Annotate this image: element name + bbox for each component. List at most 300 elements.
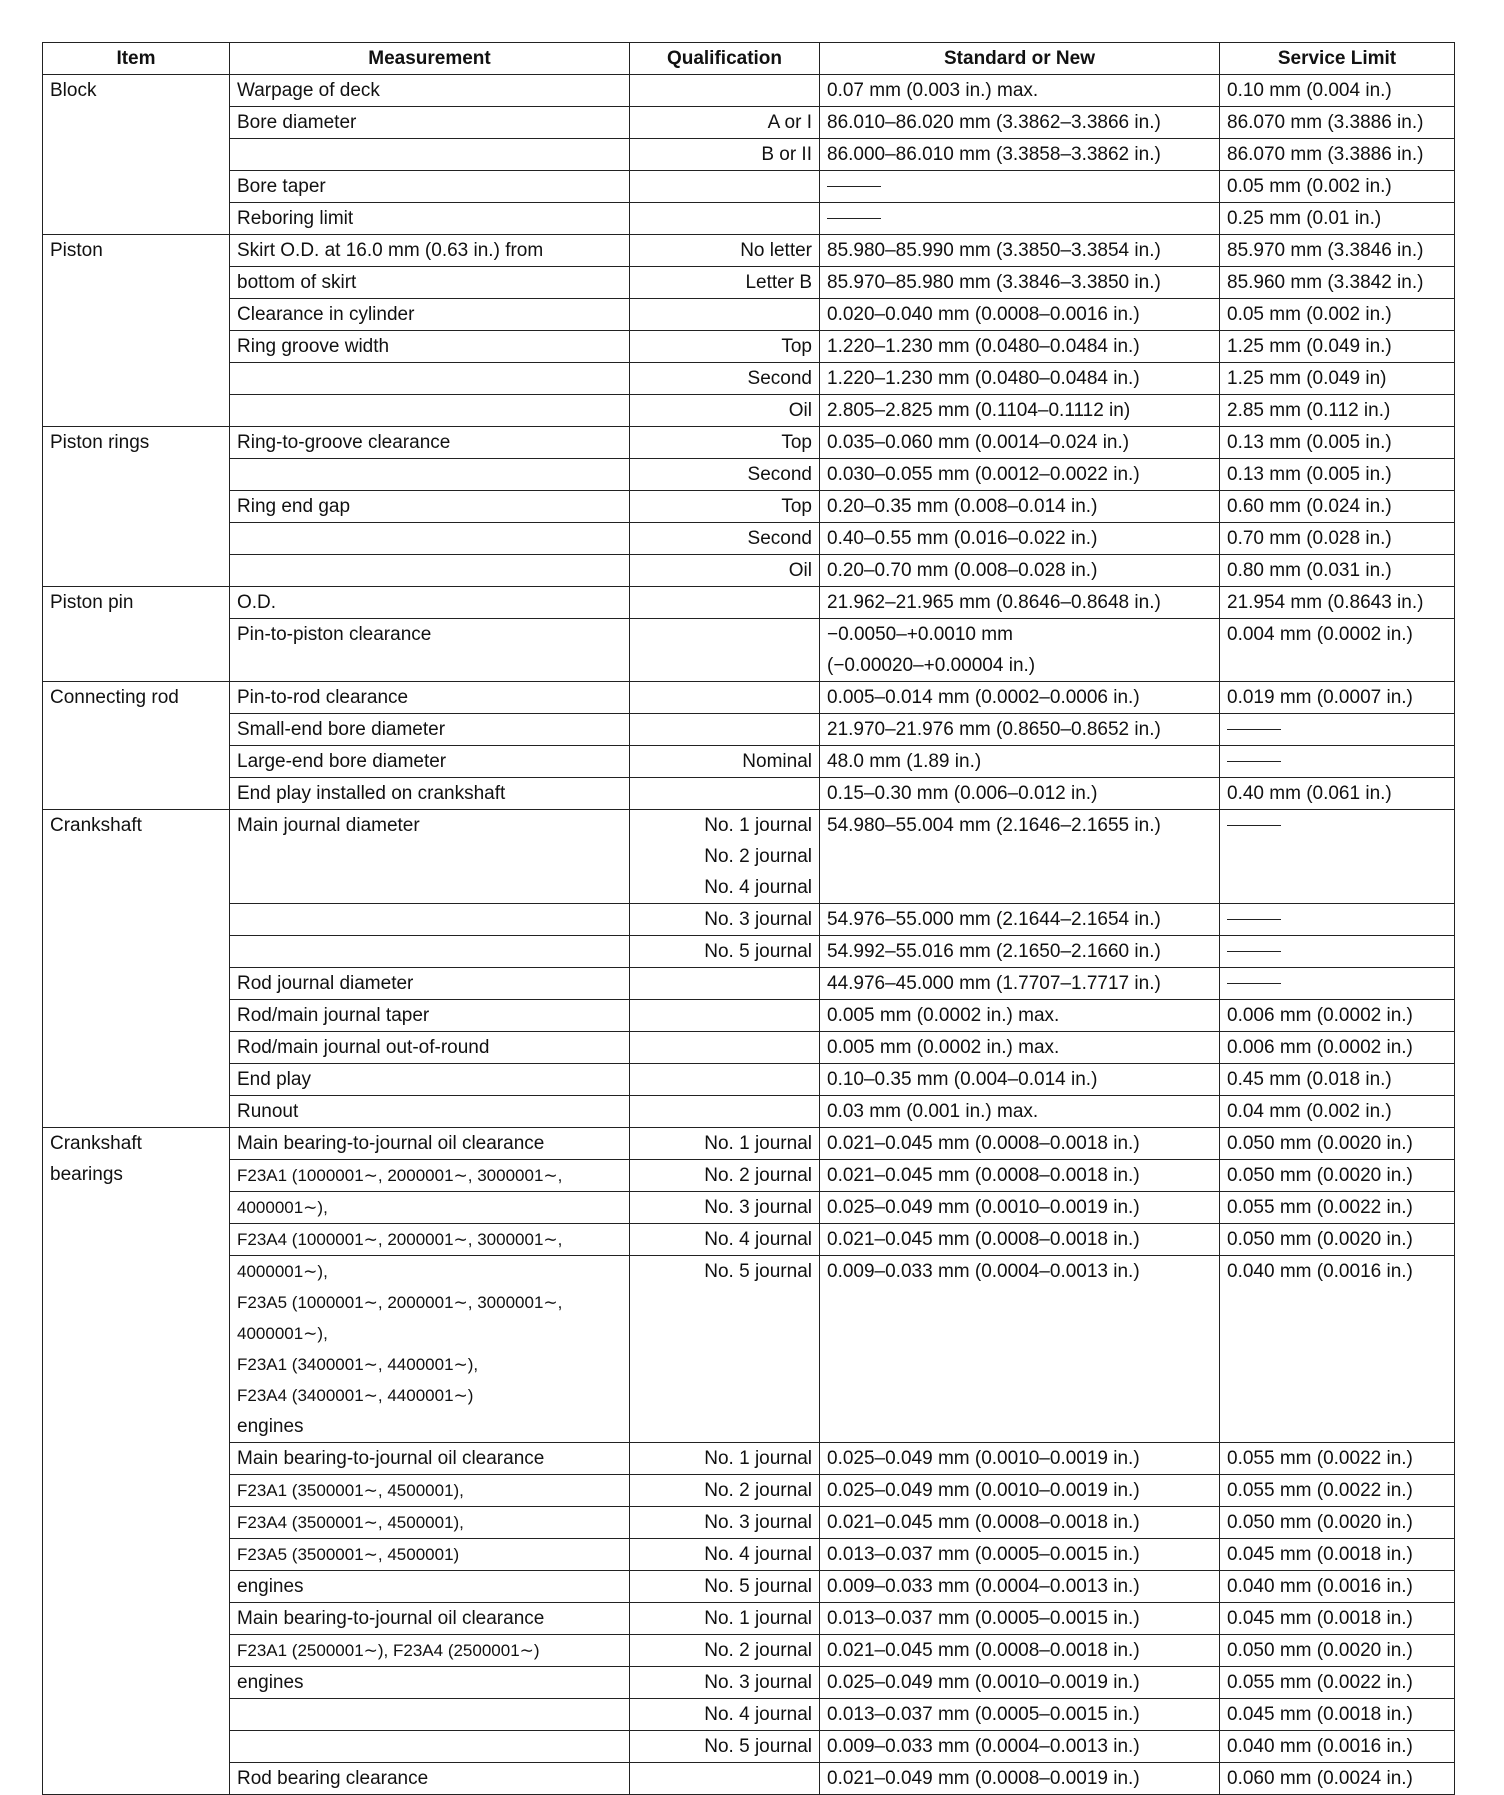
qualification-text: Top	[781, 432, 812, 453]
qualification-cell	[630, 968, 820, 1000]
table-row	[43, 1032, 1455, 1064]
item-text: Connecting rod	[50, 687, 179, 708]
measurement-cell	[230, 235, 630, 267]
table-row	[43, 1731, 1455, 1763]
qualification-text: No. 2 journal	[704, 1165, 812, 1186]
service-limit-text: 0.060 mm (0.0024 in.)	[1227, 1768, 1413, 1789]
measurement-cell	[230, 171, 630, 203]
qualification-cell	[630, 523, 820, 555]
service-limit-text: 86.070 mm (3.3886 in.)	[1227, 112, 1424, 133]
standard-cell	[820, 459, 1220, 491]
standard-cell	[820, 1603, 1220, 1635]
standard-cell	[820, 1571, 1220, 1603]
service-limit-text: 0.045 mm (0.0018 in.)	[1227, 1544, 1413, 1565]
service-limit-text: 0.60 mm (0.024 in.)	[1227, 496, 1392, 517]
item-text: bearings	[50, 1164, 123, 1185]
table-row	[43, 1571, 1455, 1603]
measurement-cell	[230, 778, 630, 810]
standard-cell	[820, 1507, 1220, 1539]
qualification-cell	[630, 1224, 820, 1256]
standard-text: 0.40–0.55 mm (0.016–0.022 in.)	[827, 528, 1098, 549]
qualification-text: No. 4 journal	[704, 1704, 812, 1725]
service-limit-text: 0.045 mm (0.0018 in.)	[1227, 1704, 1413, 1725]
measurement-text: Rod/main journal out-of-round	[237, 1037, 490, 1058]
service-limit-cell	[1220, 968, 1455, 1000]
table-row	[43, 1507, 1455, 1539]
standard-cell	[820, 491, 1220, 523]
standard-text: 0.013–0.037 mm (0.0005–0.0015 in.)	[827, 1704, 1140, 1725]
measurement-text: F23A5 (3500001∼, 4500001)	[237, 1545, 460, 1564]
measurement-cell	[230, 587, 630, 619]
measurement-text: O.D.	[237, 592, 277, 613]
qualification-cell	[630, 267, 820, 299]
standard-cell	[820, 1192, 1220, 1224]
standard-cell	[820, 778, 1220, 810]
service-limit-text: 2.85 mm (0.112 in.)	[1227, 400, 1391, 421]
measurement-cell	[230, 267, 630, 299]
qualification-text: Second	[747, 528, 812, 549]
measurement-text: Bore diameter	[237, 112, 357, 133]
qualification-cell	[630, 107, 820, 139]
qualification-cell	[630, 904, 820, 936]
item-cell	[43, 75, 230, 235]
service-limit-cell	[1220, 1064, 1455, 1096]
service-limit-cell	[1220, 203, 1455, 235]
measurement-cell	[230, 299, 630, 331]
measurement-text: Bore taper	[237, 176, 326, 197]
qualification-cell	[630, 139, 820, 171]
standard-cell	[820, 1635, 1220, 1667]
table-row	[43, 1763, 1455, 1795]
table-row	[43, 936, 1455, 968]
standard-cell	[820, 746, 1220, 778]
dash-line	[827, 186, 881, 187]
measurement-text: Warpage of deck	[237, 80, 380, 101]
service-limit-text: 0.050 mm (0.0020 in.)	[1227, 1229, 1413, 1250]
standard-cell	[820, 139, 1220, 171]
service-limit-cell	[1220, 1635, 1455, 1667]
service-limit-text: 0.045 mm (0.0018 in.)	[1227, 1608, 1413, 1629]
service-limit-cell	[1220, 1699, 1455, 1731]
standard-text: 54.980–55.004 mm (2.1646–2.1655 in.)	[827, 815, 1161, 836]
dash-line	[1227, 919, 1281, 920]
qualification-cell	[630, 1128, 820, 1160]
service-limit-text: 1.25 mm (0.049 in.)	[1227, 336, 1392, 357]
service-limit-text: 0.004 mm (0.0002 in.)	[1227, 624, 1413, 645]
qualification-cell	[630, 555, 820, 587]
table-row	[43, 491, 1455, 523]
measurement-cell	[230, 1635, 630, 1667]
item-text: Crankshaft	[50, 1133, 142, 1154]
dash-line	[1227, 761, 1281, 762]
measurement-text: F23A1 (1000001∼, 2000001∼, 3000001∼,	[237, 1166, 563, 1185]
service-limit-cell	[1220, 1507, 1455, 1539]
qualification-cell	[630, 1160, 820, 1192]
service-limit-cell	[1220, 139, 1455, 171]
standard-text: 0.005 mm (0.0002 in.) max.	[827, 1037, 1060, 1058]
standard-text: 0.20–0.70 mm (0.008–0.028 in.)	[827, 560, 1098, 581]
qualification-text: No. 1 journal	[704, 1133, 812, 1154]
standard-text: −0.0050–+0.0010 mm	[827, 624, 1013, 645]
standard-text: 0.013–0.037 mm (0.0005–0.0015 in.)	[827, 1544, 1140, 1565]
qualification-cell	[630, 331, 820, 363]
measurement-cell	[230, 1256, 630, 1443]
standard-text: 0.10–0.35 mm (0.004–0.014 in.)	[827, 1069, 1098, 1090]
measurement-cell	[230, 1224, 630, 1256]
qualification-cell	[630, 363, 820, 395]
standard-cell	[820, 395, 1220, 427]
service-limit-cell	[1220, 1539, 1455, 1571]
qualification-cell	[630, 1475, 820, 1507]
standard-text: 0.025–0.049 mm (0.0010–0.0019 in.)	[827, 1480, 1140, 1501]
service-limit-cell	[1220, 363, 1455, 395]
table-row	[43, 1096, 1455, 1128]
measurement-text: Runout	[237, 1101, 299, 1122]
service-limit-text: 0.80 mm (0.031 in.)	[1227, 560, 1392, 581]
measurement-cell	[230, 1571, 630, 1603]
service-limit-text: 0.40 mm (0.061 in.)	[1227, 783, 1392, 804]
service-limit-text: 1.25 mm (0.049 in)	[1227, 368, 1387, 389]
service-limit-text: 0.050 mm (0.0020 in.)	[1227, 1133, 1413, 1154]
table-row	[43, 1256, 1455, 1443]
service-limit-cell	[1220, 1571, 1455, 1603]
table-row	[43, 619, 1455, 682]
qualification-cell	[630, 746, 820, 778]
qualification-text: No. 3 journal	[704, 1197, 812, 1218]
qualification-cell	[630, 1507, 820, 1539]
standard-cell	[820, 75, 1220, 107]
measurement-cell	[230, 1064, 630, 1096]
standard-cell	[820, 523, 1220, 555]
table-row	[43, 523, 1455, 555]
qualification-text: No. 5 journal	[704, 1576, 812, 1597]
measurement-cell	[230, 363, 630, 395]
service-limit-cell	[1220, 904, 1455, 936]
standard-cell	[820, 714, 1220, 746]
measurement-text: F23A1 (3500001∼, 4500001),	[237, 1481, 464, 1500]
header-measurement: Measurement	[230, 43, 630, 75]
item-cell	[43, 587, 230, 682]
standard-text: 54.976–55.000 mm (2.1644–2.1654 in.)	[827, 909, 1161, 930]
measurement-cell	[230, 75, 630, 107]
standard-cell	[820, 1224, 1220, 1256]
qualification-text: A or I	[767, 112, 812, 133]
service-limit-cell	[1220, 235, 1455, 267]
standard-text: 1.220–1.230 mm (0.0480–0.0484 in.)	[827, 336, 1140, 357]
standard-cell	[820, 555, 1220, 587]
qualification-cell	[630, 459, 820, 491]
qualification-text: Second	[747, 368, 812, 389]
standard-cell	[820, 235, 1220, 267]
standard-cell	[820, 619, 1220, 682]
table-row	[43, 203, 1455, 235]
dash-line	[1227, 983, 1281, 984]
service-limit-cell	[1220, 107, 1455, 139]
service-limit-text: 0.04 mm (0.002 in.)	[1227, 1101, 1392, 1122]
table-row	[43, 810, 1455, 904]
measurement-text: End play installed on crankshaft	[237, 783, 506, 804]
standard-text: 0.021–0.045 mm (0.0008–0.0018 in.)	[827, 1229, 1140, 1250]
service-limit-text: 0.25 mm (0.01 in.)	[1227, 208, 1382, 229]
table-row	[43, 714, 1455, 746]
dash-line	[1227, 951, 1281, 952]
empty-value-dash	[827, 203, 1212, 234]
standard-text: 0.005–0.014 mm (0.0002–0.0006 in.)	[827, 687, 1140, 708]
table-row	[43, 682, 1455, 714]
table-row	[43, 1699, 1455, 1731]
service-limit-text: 0.050 mm (0.0020 in.)	[1227, 1640, 1413, 1661]
measurement-text: Main journal diameter	[237, 815, 420, 836]
standard-text: 0.021–0.045 mm (0.0008–0.0018 in.)	[827, 1133, 1140, 1154]
measurement-cell	[230, 1032, 630, 1064]
qualification-cell	[630, 1064, 820, 1096]
table-row	[43, 1603, 1455, 1635]
qualification-cell	[630, 299, 820, 331]
qualification-text: B or II	[761, 144, 812, 165]
measurement-cell	[230, 139, 630, 171]
item-text: Piston rings	[50, 432, 150, 453]
service-limit-text: 0.13 mm (0.005 in.)	[1227, 464, 1392, 485]
standard-cell	[820, 1763, 1220, 1795]
service-limit-text: 0.050 mm (0.0020 in.)	[1227, 1165, 1413, 1186]
service-limit-text: 0.055 mm (0.0022 in.)	[1227, 1448, 1413, 1469]
measurement-cell	[230, 555, 630, 587]
table-body	[43, 75, 1455, 1795]
service-limit-text: 0.05 mm (0.002 in.)	[1227, 304, 1392, 325]
service-limit-cell	[1220, 299, 1455, 331]
service-limit-cell	[1220, 1192, 1455, 1224]
service-limit-cell	[1220, 1603, 1455, 1635]
table-row	[43, 235, 1455, 267]
service-limit-text: 21.954 mm (0.8643 in.)	[1227, 592, 1424, 613]
qualification-cell	[630, 395, 820, 427]
item-cell	[43, 427, 230, 587]
item-text: Crankshaft	[50, 815, 142, 836]
empty-value-dash	[827, 171, 1212, 202]
header-qualification: Qualification	[630, 43, 820, 75]
standard-text: 0.020–0.040 mm (0.0008–0.0016 in.)	[827, 304, 1140, 325]
qualification-cell	[630, 235, 820, 267]
standard-text: 44.976–45.000 mm (1.7707–1.7717 in.)	[827, 973, 1161, 994]
qualification-text: Top	[781, 336, 812, 357]
measurement-text: Ring end gap	[237, 496, 351, 517]
qualification-cell	[630, 682, 820, 714]
qualification-text: No letter	[740, 240, 812, 261]
standard-text: 85.980–85.990 mm (3.3850–3.3854 in.)	[827, 240, 1161, 261]
service-limit-cell	[1220, 1128, 1455, 1160]
qualification-text: No. 4 journal	[704, 1544, 812, 1565]
table-row	[43, 746, 1455, 778]
measurement-cell	[230, 523, 630, 555]
measurement-text: F23A5 (1000001∼, 2000001∼, 3000001∼,	[237, 1293, 563, 1312]
service-limit-cell	[1220, 1224, 1455, 1256]
measurement-text: engines	[237, 1576, 304, 1597]
measurement-cell	[230, 1699, 630, 1731]
measurement-cell	[230, 1443, 630, 1475]
standard-cell	[820, 1443, 1220, 1475]
service-limit-cell	[1220, 1763, 1455, 1795]
measurement-text: F23A4 (3400001∼, 4400001∼)	[237, 1386, 474, 1405]
standard-cell	[820, 1256, 1220, 1443]
service-limit-text: 0.70 mm (0.028 in.)	[1227, 528, 1392, 549]
dash-line	[827, 218, 881, 219]
measurement-cell	[230, 203, 630, 235]
qualification-cell	[630, 1032, 820, 1064]
measurement-text: End play	[237, 1069, 311, 1090]
service-limit-cell	[1220, 427, 1455, 459]
standard-text: 48.0 mm (1.89 in.)	[827, 751, 982, 772]
qualification-cell	[630, 619, 820, 682]
service-limit-text: 0.019 mm (0.0007 in.)	[1227, 687, 1413, 708]
measurement-cell	[230, 968, 630, 1000]
service-limit-cell	[1220, 1032, 1455, 1064]
table-row	[43, 1667, 1455, 1699]
standard-text: 0.03 mm (0.001 in.) max.	[827, 1101, 1039, 1122]
measurement-text: F23A1 (3400001∼, 4400001∼),	[237, 1355, 479, 1374]
table-row	[43, 107, 1455, 139]
empty-value-dash	[1227, 714, 1447, 745]
qualification-text: No. 5 journal	[704, 1261, 812, 1282]
service-limit-cell	[1220, 1475, 1455, 1507]
standard-text: 2.805–2.825 mm (0.1104–0.1112 in)	[827, 400, 1131, 421]
measurement-text: Small-end bore diameter	[237, 719, 446, 740]
service-limit-text: 0.055 mm (0.0022 in.)	[1227, 1672, 1413, 1693]
measurement-text: Skirt O.D. at 16.0 mm (0.63 in.) from	[237, 240, 544, 261]
qualification-cell	[630, 427, 820, 459]
service-limit-cell	[1220, 1443, 1455, 1475]
standard-text: 21.970–21.976 mm (0.8650–0.8652 in.)	[827, 719, 1161, 740]
standard-text: 0.005 mm (0.0002 in.) max.	[827, 1005, 1060, 1026]
qualification-cell	[630, 1699, 820, 1731]
standard-cell	[820, 1667, 1220, 1699]
standard-cell	[820, 904, 1220, 936]
standard-cell	[820, 331, 1220, 363]
measurement-text: Ring-to-groove clearance	[237, 432, 451, 453]
standard-text: 0.013–0.037 mm (0.0005–0.0015 in.)	[827, 1608, 1140, 1629]
qualification-text: No. 3 journal	[704, 1512, 812, 1533]
qualification-cell	[630, 171, 820, 203]
measurement-cell	[230, 427, 630, 459]
empty-value-dash	[1227, 936, 1447, 967]
qualification-cell	[630, 1192, 820, 1224]
qualification-cell	[630, 75, 820, 107]
standard-text: 0.025–0.049 mm (0.0010–0.0019 in.)	[827, 1197, 1140, 1218]
table-row	[43, 1128, 1455, 1160]
service-limit-cell	[1220, 171, 1455, 203]
standard-text: 0.030–0.055 mm (0.0012–0.0022 in.)	[827, 464, 1140, 485]
qualification-cell	[630, 936, 820, 968]
table-row	[43, 968, 1455, 1000]
standard-cell	[820, 1539, 1220, 1571]
specifications-table	[42, 42, 1455, 1795]
header-item: Item	[43, 43, 230, 75]
standard-cell	[820, 1000, 1220, 1032]
standard-cell	[820, 682, 1220, 714]
standard-text: 54.992–55.016 mm (2.1650–2.1660 in.)	[827, 941, 1161, 962]
table-row	[43, 1160, 1455, 1192]
measurement-cell	[230, 1475, 630, 1507]
service-limit-cell	[1220, 331, 1455, 363]
table-row	[43, 1635, 1455, 1667]
measurement-cell	[230, 936, 630, 968]
qualification-text: Oil	[788, 560, 812, 581]
standard-cell	[820, 267, 1220, 299]
standard-cell	[820, 1731, 1220, 1763]
empty-value-dash	[1227, 810, 1447, 841]
standard-text: 0.021–0.045 mm (0.0008–0.0018 in.)	[827, 1165, 1140, 1186]
empty-value-dash	[1227, 968, 1447, 999]
item-cell	[43, 235, 230, 427]
qualification-cell	[630, 1539, 820, 1571]
measurement-text: Rod bearing clearance	[237, 1768, 429, 1789]
measurement-text: engines	[237, 1416, 304, 1437]
qualification-cell	[630, 1763, 820, 1795]
qualification-cell	[630, 1443, 820, 1475]
qualification-text: No. 2 journal	[704, 1640, 812, 1661]
measurement-cell	[230, 1192, 630, 1224]
qualification-cell	[630, 1571, 820, 1603]
measurement-cell	[230, 619, 630, 682]
empty-value-dash	[1227, 746, 1447, 777]
table-row	[43, 363, 1455, 395]
service-limit-text: 0.45 mm (0.018 in.)	[1227, 1069, 1392, 1090]
qualification-text: No. 1 journal	[704, 1448, 812, 1469]
service-limit-text: 0.05 mm (0.002 in.)	[1227, 176, 1392, 197]
qualification-cell	[630, 778, 820, 810]
standard-cell	[820, 299, 1220, 331]
table-row	[43, 139, 1455, 171]
qualification-text: No. 2 journal	[704, 846, 812, 867]
table-row	[43, 299, 1455, 331]
table-row	[43, 555, 1455, 587]
service-limit-cell	[1220, 778, 1455, 810]
service-limit-cell	[1220, 587, 1455, 619]
service-limit-text: 0.050 mm (0.0020 in.)	[1227, 1512, 1413, 1533]
table-row	[43, 1000, 1455, 1032]
header-service-limit: Service Limit	[1220, 43, 1455, 75]
table-row	[43, 1192, 1455, 1224]
service-limit-text: 85.970 mm (3.3846 in.)	[1227, 240, 1424, 261]
qualification-text: No. 3 journal	[704, 909, 812, 930]
standard-cell	[820, 363, 1220, 395]
table-row	[43, 1224, 1455, 1256]
measurement-text: 4000001∼),	[237, 1198, 328, 1217]
standard-text: 0.021–0.049 mm (0.0008–0.0019 in.)	[827, 1768, 1140, 1789]
service-limit-cell	[1220, 459, 1455, 491]
measurement-cell	[230, 459, 630, 491]
standard-cell	[820, 1064, 1220, 1096]
measurement-cell	[230, 1763, 630, 1795]
measurement-cell	[230, 1000, 630, 1032]
measurement-text: Pin-to-rod clearance	[237, 687, 409, 708]
service-limit-cell	[1220, 682, 1455, 714]
table-row	[43, 171, 1455, 203]
service-limit-text: 0.040 mm (0.0016 in.)	[1227, 1261, 1413, 1282]
standard-text: 0.025–0.049 mm (0.0010–0.0019 in.)	[827, 1672, 1140, 1693]
qualification-text: No. 3 journal	[704, 1672, 812, 1693]
standard-cell	[820, 427, 1220, 459]
standard-text: 0.021–0.045 mm (0.0008–0.0018 in.)	[827, 1640, 1140, 1661]
standard-text: 85.970–85.980 mm (3.3846–3.3850 in.)	[827, 272, 1161, 293]
qualification-text: Oil	[788, 400, 812, 421]
measurement-text: Main bearing-to-journal oil clearance	[237, 1608, 545, 1629]
measurement-text: F23A4 (3500001∼, 4500001),	[237, 1513, 464, 1532]
standard-cell	[820, 107, 1220, 139]
measurement-cell	[230, 904, 630, 936]
qualification-cell	[630, 714, 820, 746]
qualification-cell	[630, 1667, 820, 1699]
service-limit-text: 0.055 mm (0.0022 in.)	[1227, 1197, 1413, 1218]
